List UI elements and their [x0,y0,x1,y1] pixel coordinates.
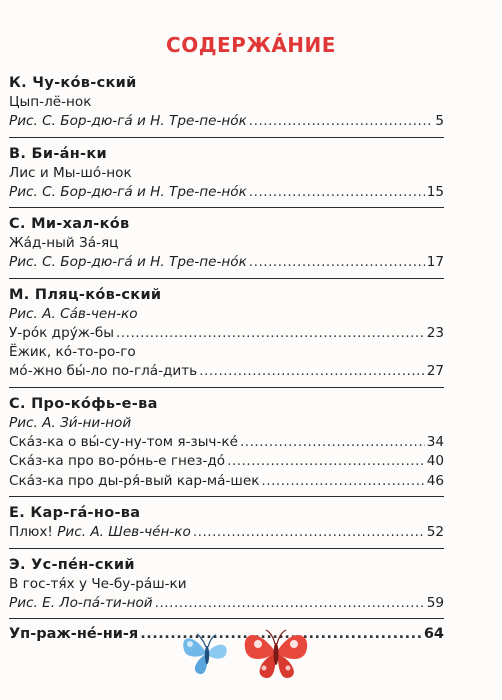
toc-row [9,472,444,492]
section-divider [9,207,444,208]
entry-title: Скáз-ка про во-рóнь-е гнез-дó [9,453,226,469]
toc-row [9,324,444,344]
toc-row [9,452,444,472]
dot-leader [193,523,425,543]
entry-title: Скáз-ка про ды-ря́-вый кар-мá-шек [9,472,260,489]
toc-row [9,112,444,132]
page-number: 23 [426,324,444,341]
page-number: 64 [423,626,444,642]
page-number: 34 [426,433,444,450]
section-divider [9,496,444,497]
section-divider [9,387,444,388]
entry-title: У-рóк дрýж-бы [9,324,115,341]
section-divider [9,548,444,549]
story-title: Жáд-ный Зá-яц [9,235,119,251]
author-name: Э. Ус-пéн-ский [9,556,135,573]
illustrator-credit: Рис. С. Бор-дю-гá и Н. Тре-пе-нóк [9,113,247,129]
toc-section [9,73,444,132]
entry-title: Уп-раж-нé-ни-я [9,626,139,642]
author-name: С. Про-кóфь-е-ва [9,395,158,412]
dot-leader [155,594,425,614]
dot-leader [249,112,430,132]
entry-title: Скáз-ка о вы́-су-ну-том я-зыч-кé [9,433,238,450]
author-name: Е. Кар-гá-но-ва [9,505,141,521]
story-title: Цып-лё-нок [9,94,92,110]
table-of-contents [9,73,444,645]
page-number: 17 [426,254,444,270]
story-title: В гос-тя́х у Че-бу-рáш-ки [9,575,187,592]
blue-butterfly-icon [183,634,227,674]
page-number: 59 [426,594,444,611]
toc-section [9,278,444,382]
toc-section [9,207,444,273]
page-number: 27 [426,363,444,379]
section-divider [9,278,444,279]
toc-section [9,387,444,492]
story-title: Ёжик, кó-то-ро-го [9,344,136,360]
dot-leader [199,362,424,382]
illustrator-credit: Рис. А. Шев-чéн-ко [57,524,191,540]
entry-title: Плюх! [9,524,53,540]
toc-section [9,496,444,543]
author-name: К. Чу-кóв-ский [9,75,137,91]
illustrator-credit: Рис. А. Сáв-чен-ко [9,305,138,322]
page-title: СОДЕРЖÁНИЕ [166,33,336,57]
section-divider [9,618,444,619]
entry-title: мó-жно бы́-ло по-глá-дить [9,363,198,379]
toc-section [9,137,444,203]
toc-row [9,362,444,382]
dot-leader [261,472,424,492]
toc-section [9,548,444,614]
author-name: В. Би-áн-ки [9,145,107,162]
toc-row [9,183,444,203]
dot-leader [249,253,425,273]
dot-leader [240,433,425,453]
dot-leader [249,183,425,203]
page-number: 40 [426,453,444,469]
illustrator-credit: Рис. С. Бор-дю-гá и Н. Тре-пе-нóк [9,254,247,270]
author-name: М. Пляц-кóв-ский [9,286,162,303]
toc-row [9,253,444,273]
section-divider [9,137,444,138]
illustrator-credit: Рис. А. Зи́-ни-ной [9,414,132,431]
dot-leader [116,324,425,344]
story-title: Лис и Мы-шó-нок [9,164,132,181]
author-name: С. Ми-хал-кóв [9,216,130,232]
page-number: 5 [435,113,444,129]
toc-row [9,433,444,453]
red-butterfly-icon [245,630,307,678]
toc-row [9,523,444,543]
illustrator-credit: Рис. Е. Ло-пá-ти-ной [9,594,153,611]
dot-leader [227,452,425,472]
butterflies-illustration [178,622,318,686]
page-number: 15 [426,183,444,200]
toc-row [9,594,444,614]
page-number: 52 [426,524,444,540]
page-number: 46 [426,472,444,489]
illustrator-credit: Рис. С. Бор-дю-гá и Н. Тре-пе-нóк [9,183,247,200]
